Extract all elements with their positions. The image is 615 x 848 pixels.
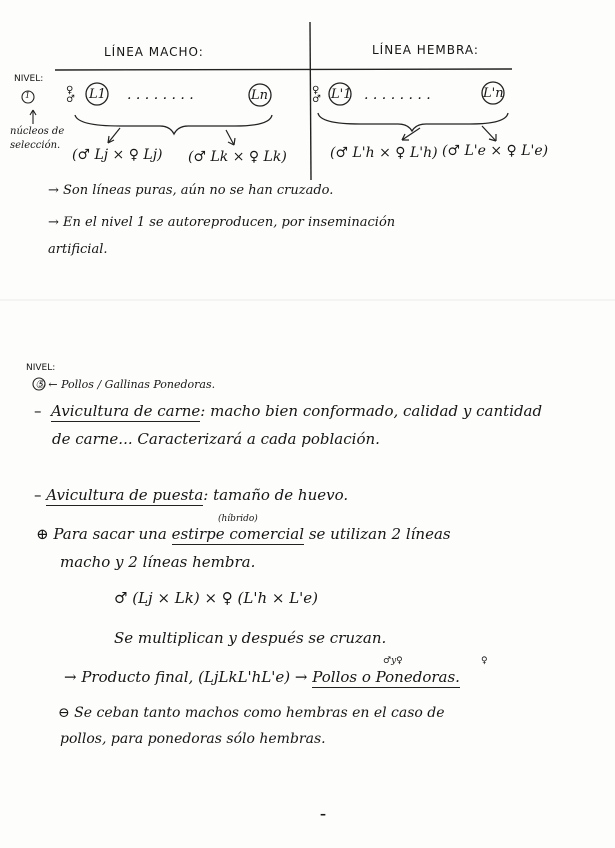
male-first-line: L1	[89, 87, 106, 102]
meat-text-2: de carne... Caracterizará a cada población.	[52, 430, 380, 448]
male-dots: . . . . . . . .	[127, 87, 194, 103]
nucleus-label-1: núcleos de	[10, 126, 65, 137]
male-line-title: LÍNEA MACHO:	[104, 45, 204, 59]
vertical-divider	[310, 22, 311, 180]
lay-label: Avicultura de puesta	[46, 486, 204, 504]
female-line-title: LÍNEA HEMBRA:	[372, 43, 479, 57]
female-first-line: L'1	[331, 87, 352, 102]
multiply-note: Se multiplican y después se cruzan.	[114, 629, 387, 647]
commercial-stock: estirpe comercial	[171, 525, 305, 543]
lay-section: – Avicultura de puesta: tamaño de huevo.	[34, 486, 349, 504]
product-sex-note-2: ♀	[481, 656, 488, 666]
nucleus-label-2: selección.	[10, 140, 61, 151]
female-cross-1: (♂ L'h × ♀ L'h)	[330, 145, 438, 161]
header-rule	[55, 69, 512, 70]
commercial-line-2: macho y 2 líneas hembra.	[60, 553, 256, 571]
level5-line: ⑤ ← Pollos / Gallinas Ponedoras.	[35, 378, 216, 391]
female-sex-symbols: ♀ ♂	[312, 85, 321, 105]
commercial-line-1	[36, 527, 451, 542]
female-dots: . . . . . . . .	[364, 87, 431, 103]
fatten-line-1: ⊖ Se ceban tanto machos como hembras en el caso de	[58, 705, 445, 721]
meat-section: – Avicultura de carne: macho bien conformado, calidad y cantidad	[34, 402, 543, 420]
note-insemination-2: artificial.	[48, 242, 108, 257]
commercial-text-b: se utilizan 2 líneas	[308, 525, 451, 543]
male-sex-symbols: ♀ ♂	[66, 85, 75, 105]
meat-text-1: : macho bien conformado, calidad y cantidad	[200, 402, 543, 420]
level5-label: NIVEL:	[26, 363, 56, 373]
footer-mark: –	[320, 807, 326, 821]
male-cross-2: (♂ Lk × ♀ Lk)	[188, 149, 287, 165]
brace-right	[318, 113, 508, 131]
level-label: NIVEL:	[14, 74, 44, 84]
note-insemination-1: → En el nivel 1 se autoreproducen, por inseminación	[48, 215, 396, 230]
fatten-line-2: pollos, para ponedoras sólo hembras.	[60, 731, 326, 747]
meat-label: Avicultura de carne	[51, 402, 201, 420]
product-prefix: → Producto final, (LjLkL'hL'e) →	[64, 668, 308, 686]
commercial-text-a: ⊕ Para sacar una	[36, 525, 167, 543]
product-sex-note: ♂y♀	[383, 656, 403, 666]
level-number: 1	[25, 91, 31, 100]
male-cross-1: (♂ Lj × ♀ Lj)	[72, 147, 163, 163]
product-result: Pollos o Ponedoras.	[312, 668, 460, 686]
final-product-line	[64, 670, 460, 685]
female-last-line: L'n	[483, 86, 504, 101]
note-pure-lines: → Son líneas puras, aún no se han cruzado.	[48, 183, 334, 198]
lay-text: : tamaño de huevo.	[203, 486, 349, 504]
female-cross-2: (♂ L'e × ♀ L'e)	[442, 143, 549, 159]
breeding-formula: ♂ (Lj × Lk) × ♀ (L'h × L'e)	[114, 589, 319, 607]
brace-left	[75, 115, 272, 134]
hybrid-note: (híbrido)	[218, 514, 258, 524]
male-last-line: Ln	[251, 88, 269, 103]
